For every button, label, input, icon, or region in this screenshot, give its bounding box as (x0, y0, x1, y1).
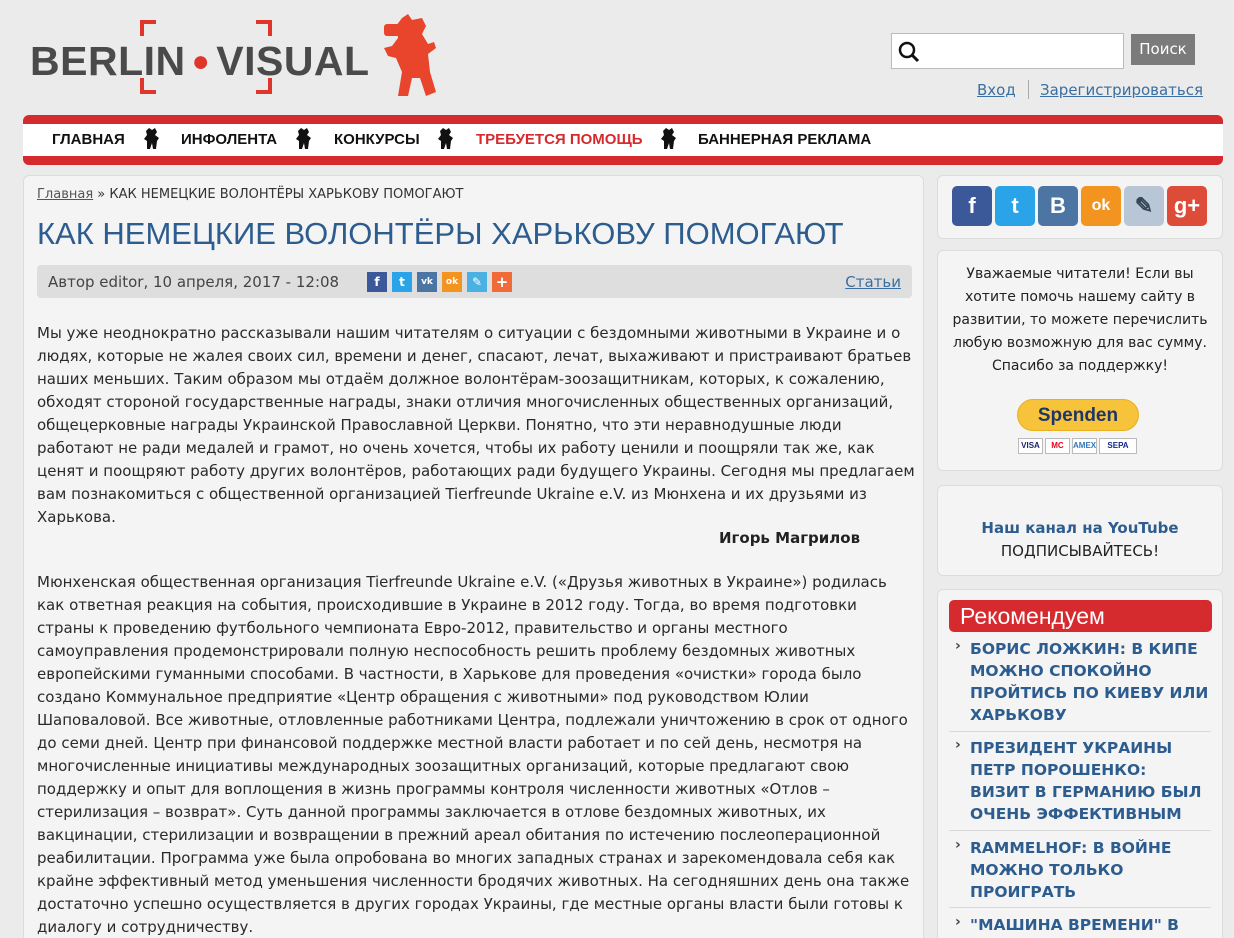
chevron-right-icon: › (955, 737, 961, 753)
bear-separator-icon (660, 127, 678, 151)
bear-separator-icon (143, 127, 161, 151)
article-category-link[interactable]: Статьи (845, 273, 901, 291)
visa-icon: VISA (1018, 438, 1043, 454)
article-meta-bar (37, 265, 912, 298)
youtube-channel-link[interactable]: Наш канал на YouTube (981, 519, 1179, 537)
odnoklassniki-icon[interactable]: ok (1081, 186, 1121, 226)
search-button[interactable]: Поиск (1131, 34, 1195, 65)
mastercard-icon: MC (1045, 438, 1070, 454)
vkontakte-icon[interactable]: B (1038, 186, 1078, 226)
facebook-icon[interactable]: f (952, 186, 992, 226)
donate-box (937, 250, 1223, 471)
main-nav (23, 115, 1223, 165)
breadcrumb-current: КАК НЕМЕЦКИЕ ВОЛОНТЁРЫ ХАРЬКОВУ ПОМОГАЮТ (109, 187, 464, 202)
twitter-icon[interactable]: t (995, 186, 1035, 226)
recommend-heading: Рекомендуем (949, 600, 1212, 632)
nav-item-infofeed[interactable]: ИНФОЛЕНТА (181, 131, 278, 148)
recommend-item-title[interactable]: ПРЕЗИДЕНТ УКРАИНЫ ПЕТР ПОРОШЕНКО: ВИЗИТ В ГЕРМАНИЮ БЫЛ ОЧЕНЬ ЭФФЕКТИВНЫМ (970, 739, 1202, 823)
logo-bracket (256, 20, 272, 36)
recommend-divider (949, 907, 1211, 908)
sepa-icon: SEPA (1099, 438, 1137, 454)
recommend-item-title[interactable]: "МАШИНА ВРЕМЕНИ" В (970, 916, 1179, 934)
spenden-button[interactable]: Spenden (1017, 399, 1139, 431)
nav-item-home[interactable]: ГЛАВНАЯ (52, 131, 125, 148)
share-facebook-icon[interactable]: f (367, 272, 387, 292)
auth-divider (1028, 80, 1029, 99)
donate-text: Уважаемые читатели! Если вы хотите помочь нашему сайту в развитии, то можете перечислить любую возможную для вас сумму. Спасибо за поддержку! (952, 266, 1208, 374)
chevron-right-icon: › (955, 914, 961, 930)
share-vk-icon[interactable]: vk (417, 272, 437, 292)
site-logo[interactable] (30, 16, 450, 102)
nav-item-help-needed[interactable]: ТРЕБУЕТСЯ ПОМОЩЬ (476, 131, 643, 148)
share-livejournal-icon[interactable]: ✎ (467, 272, 487, 292)
search-icon (898, 41, 920, 63)
breadcrumb-home-link[interactable]: Главная (37, 187, 94, 202)
social-links-box (937, 175, 1223, 239)
google-plus-icon[interactable]: g+ (1167, 186, 1207, 226)
logo-text-left: BERLIN (30, 38, 186, 84)
nav-item-banner-ads[interactable]: БАННЕРНАЯ РЕКЛАМА (698, 131, 872, 148)
youtube-subscribe-text: ПОДПИСЫВАЙТЕСЬ! (1000, 542, 1160, 560)
breadcrumb-separator: » (97, 187, 106, 202)
search-input[interactable] (891, 33, 1124, 69)
login-link[interactable]: Вход (977, 81, 1016, 99)
recommend-divider (949, 830, 1211, 831)
share-odnoklassniki-icon[interactable]: ok (442, 272, 462, 292)
article-paragraph: Мы уже неоднократно рассказывали нашим читателям о ситуации с бездомными животными в Украине и о людях, которые не жалея своих сил, времени и денег, спасают, лечат, выхаживают и пристраивают братьев наших меньших. Таким образом мы отдаём должное волонтёрам-зоозащитникам, которых, к сожалению, обходят стороной государственные награды, знаки отличия многочисленных общественных организаций, общецерковные награды Украинской Православной Церкви. Понятно, что эти неравнодушные люди работают не ради медалей и грамот, но очень хочется, чтобы их работу ценили и поощряли так же, как ценят и поощряют работу других волонтёров, работающих ради будущего Украины. Сегодня мы предлагаем вам познакомиться с общественной организацией Tierfreunde Ukraine e.V. из Мюнхена и их друзьями из Харькова. (37, 324, 915, 526)
share-twitter-icon[interactable]: t (392, 272, 412, 292)
article-signature: Игорь Магрилов (719, 529, 861, 547)
logo-text-right: VISUAL (216, 38, 370, 84)
recommend-item-title[interactable]: БОРИС ЛОЖКИН: В КИПЕ МОЖНО СПОКОЙНО ПРОЙТИСЬ ПО КИЕВУ ИЛИ ХАРЬКОВУ (970, 640, 1209, 724)
bear-separator-icon (295, 127, 313, 151)
breadcrumb (37, 187, 463, 202)
chevron-right-icon: › (955, 638, 961, 654)
amex-icon: AMEX (1072, 438, 1097, 454)
chevron-right-icon: › (955, 837, 961, 853)
logo-text: BERLIN ● VISUAL (30, 38, 370, 84)
article-title: КАК НЕМЕЦКИЕ ВОЛОНТЁРЫ ХАРЬКОВУ ПОМОГАЮТ (37, 216, 844, 251)
nav-item-contests[interactable]: КОНКУРСЫ (334, 131, 420, 148)
bear-separator-icon (437, 127, 455, 151)
share-more-icon[interactable]: + (492, 272, 512, 292)
article-author-date: Автор editor, 10 апреля, 2017 - 12:08 (48, 273, 340, 291)
bear-mascot-icon (382, 12, 438, 98)
article-panel (23, 175, 924, 938)
recommend-divider (949, 731, 1211, 732)
article-paragraph: Мюнхенская общественная организация Tierfreunde Ukraine e.V. («Друзья животных в Украине») родилась как ответная реакция на события, происходившие в Украине в 2012 году. Тогда, во время подготовки страны к проведению футбольного чемпионата Евро-2012, правительство и органы местного самоуправления продемонстрировали полную неспособность решить проблему бездомных животных европейскими гуманными способами. В частности, в Харькове для проведения «очистки» города было создано Коммунальное предприятие «Центр обращения с животными» под руководством Юлии Шаповаловой. Все животные, отловленные работниками Центра, подлежали уничтожению в срок от одного до семи дней. Центр при финансовой поддержке местной власти работает и по сей день, несмотря на многочисленные инициативы международных зоозащитных организаций, которые предлагают свою поддержку и опыт для воплощения в жизнь программы контроля численности животных «Отлов – стерилизация – возврат». Суть данной программы заключается в отлове бездомных животных, их вакцинации, стерилизации и возвращении в прежний ареал обитания по истечению послеоперационной реабилитации. Программа уже была опробована во многих западных странах и зарекомендовала себя как крайне эффективный метод уменьшения численности бродячих животных. На сегодняшних день она также достаточно успешно осуществляется в других городах Украины, где местные органы власти были готовы к диалогу и сотрудничеству. (37, 573, 910, 936)
youtube-box (937, 485, 1223, 576)
register-link[interactable]: Зарегистрироваться (1040, 81, 1204, 99)
livejournal-icon[interactable]: ✎ (1124, 186, 1164, 226)
recommend-item-title[interactable]: RAMMELHOF: В ВОЙНЕ МОЖНО ТОЛЬКО ПРОИГРАТЬ (970, 839, 1172, 901)
logo-bracket (140, 20, 156, 36)
